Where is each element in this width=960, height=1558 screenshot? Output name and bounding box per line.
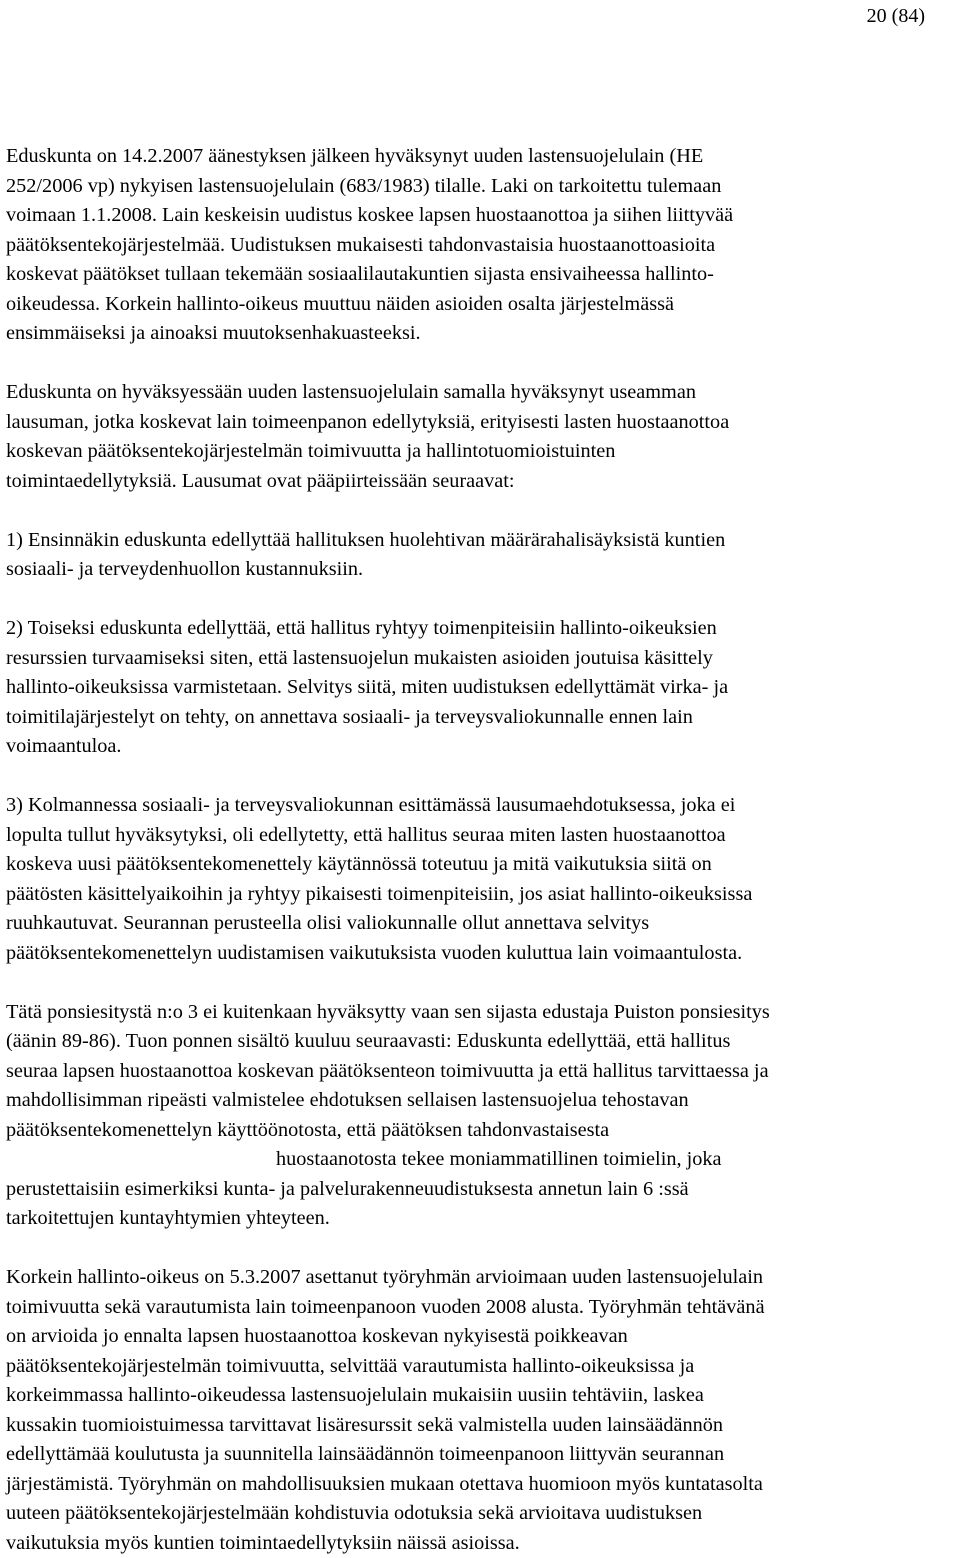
text-line: vaikutuksia myös kuntien toimintaedellytyksiin näissä asioissa. (6, 1529, 958, 1558)
text-line: 252/2006 vp) nykyisen lastensuojelulain (683/1983) tilalle. Laki on tarkoitettu tulemaan (6, 172, 958, 202)
text-line: päätöksentekojärjestelmän toimivuutta, selvittää varautumista hallinto-oikeuksissa ja (6, 1352, 958, 1382)
paragraph-statement-1 (6, 526, 958, 585)
text-line: Eduskunta on 14.2.2007 äänestyksen jälkeen hyväksynyt uuden lastensuojelulain (HE (6, 142, 958, 172)
text-line: Eduskunta on hyväksyessään uuden lastensuojelulain samalla hyväksynyt useamman (6, 378, 958, 408)
text-line: Korkein hallinto-oikeus on 5.3.2007 asettanut työryhmän arvioimaan uuden lastensuojelulain (6, 1263, 958, 1293)
text-line: päätöksentekomenettelyn käyttöönotosta, että päätöksen tahdonvastaisesta (6, 1116, 958, 1146)
text-line: kussakin tuomioistuimessa tarvittavat lisäresurssit sekä valmistella uuden lainsäädännön (6, 1411, 958, 1441)
text-line: oikeudessa. Korkein hallinto-oikeus muuttuu näiden asioiden osalta järjestelmässä (6, 290, 958, 320)
text-line: korkeimmassa hallinto-oikeudessa lastensuojelulain mukaisiin uusiin tehtäviin, laskea (6, 1381, 958, 1411)
text-line: 1) Ensinnäkin eduskunta edellyttää hallituksen huolehtivan määrärahalisäyksistä kuntien (6, 526, 958, 556)
text-line: lopulta tullut hyväksytyksi, oli edellytetty, että hallitus seuraa miten lasten huostaanottoa (6, 821, 958, 851)
text-line: tarkoitettujen kuntayhtymien yhteyteen. (6, 1204, 958, 1234)
text-line: voimaantuloa. (6, 732, 958, 762)
text-line: hallinto-oikeuksissa varmistetaan. Selvitys siitä, miten uudistuksen edellyttämät virka- ja (6, 673, 958, 703)
text-line: seuraa lapsen huostaanottoa koskevan päätöksenteon toimivuutta ja että hallitus tarvittaessa ja (6, 1057, 958, 1087)
paragraph-puisto-motion (6, 998, 958, 1234)
text-line: koskeva uusi päätöksentekomenettely käytännössä toteutuu ja mitä vaikutuksia siitä on (6, 850, 958, 880)
text-line: ruuhkautuvat. Seurannan perusteella olisi valiokunnalle ollut annettava selvitys (6, 909, 958, 939)
text-line: uuteen päätöksentekojärjestelmään kohdistuvia odotuksia sekä arvioitava uudistuksen (6, 1499, 958, 1529)
text-line: toimivuutta sekä varautumista lain toimeenpanoon vuoden 2008 alusta. Työryhmän tehtävänä (6, 1293, 958, 1323)
text-line: huostaanotosta tekee moniammatillinen toimielin, joka (6, 1145, 958, 1175)
text-line: päätösten käsittelyaikoihin ja ryhtyy pikaisesti toimenpiteisiin, jos asiat hallinto-oikeuksissa (6, 880, 958, 910)
paragraph-working-group (6, 1263, 958, 1558)
text-line: lausuman, jotka koskevat lain toimeenpanon edellytyksiä, erityisesti lasten huostaanottoa (6, 408, 958, 438)
text-line: koskevat päätökset tullaan tekemään sosiaalilautakuntien sijasta ensivaiheessa hallinto- (6, 260, 958, 290)
text-line: päätöksentekomenettelyn uudistamisen vaikutuksista vuoden kuluttua lain voimaantulosta. (6, 939, 958, 969)
text-line: perustettaisiin esimerkiksi kunta- ja palvelurakenneuudistuksesta annetun lain 6 :ssä (6, 1175, 958, 1205)
text-line: voimaan 1.1.2008. Lain keskeisin uudistus koskee lapsen huostaanottoa ja siihen liittyvää (6, 201, 958, 231)
paragraph-statement-2 (6, 614, 958, 762)
paragraph-statements-intro (6, 378, 958, 496)
text-line: sosiaali- ja terveydenhuollon kustannuksiin. (6, 555, 958, 585)
text-line: resurssien turvaamiseksi siten, että lastensuojelun mukaisten asioiden joutuisa käsittely (6, 644, 958, 674)
text-line: toimintaedellytyksiä. Lausumat ovat pääpiirteissään seuraavat: (6, 467, 958, 497)
document-body (6, 142, 958, 1558)
text-line: koskevan päätöksentekojärjestelmän toimivuutta ja hallintotuomioistuinten (6, 437, 958, 467)
text-line: edellyttämää koulutusta ja suunnitella lainsäädännön toimeenpanoon liittyvän seurannan (6, 1440, 958, 1470)
text-line: mahdollisimman ripeästi valmistelee ehdotuksen sellaisen lastensuojelua tehostavan (6, 1086, 958, 1116)
text-line: (äänin 89-86). Tuon ponnen sisältö kuuluu seuraavasti: Eduskunta edellyttää, että hallitus (6, 1027, 958, 1057)
text-line: ensimmäiseksi ja ainoaksi muutoksenhakuasteeksi. (6, 319, 958, 349)
text-line: Tätä ponsiesitystä n:o 3 ei kuitenkaan hyväksytty vaan sen sijasta edustaja Puiston ponsiesitys (6, 998, 958, 1028)
text-line: järjestämistä. Työryhmän on mahdollisuuksien mukaan otettava huomioon myös kuntatasolta (6, 1470, 958, 1500)
text-line: on arvioida jo ennalta lapsen huostaanottoa koskevan nykyisestä poikkeavan (6, 1322, 958, 1352)
paragraph-law-reform (6, 142, 958, 349)
text-line: 3) Kolmannessa sosiaali- ja terveysvaliokunnan esittämässä lausumaehdotuksessa, joka ei (6, 791, 958, 821)
text-line: päätöksentekojärjestelmää. Uudistuksen mukaisesti tahdonvastaisia huostaanottoasioita (6, 231, 958, 261)
paragraph-statement-3 (6, 791, 958, 968)
text-line: toimitilajärjestelyt on tehty, on annettava sosiaali- ja terveysvaliokunnalle ennen lain (6, 703, 958, 733)
text-line: 2) Toiseksi eduskunta edellyttää, että hallitus ryhtyy toimenpiteisiin hallinto-oikeuksien (6, 614, 958, 644)
page-number: 20 (84) (867, 3, 925, 29)
